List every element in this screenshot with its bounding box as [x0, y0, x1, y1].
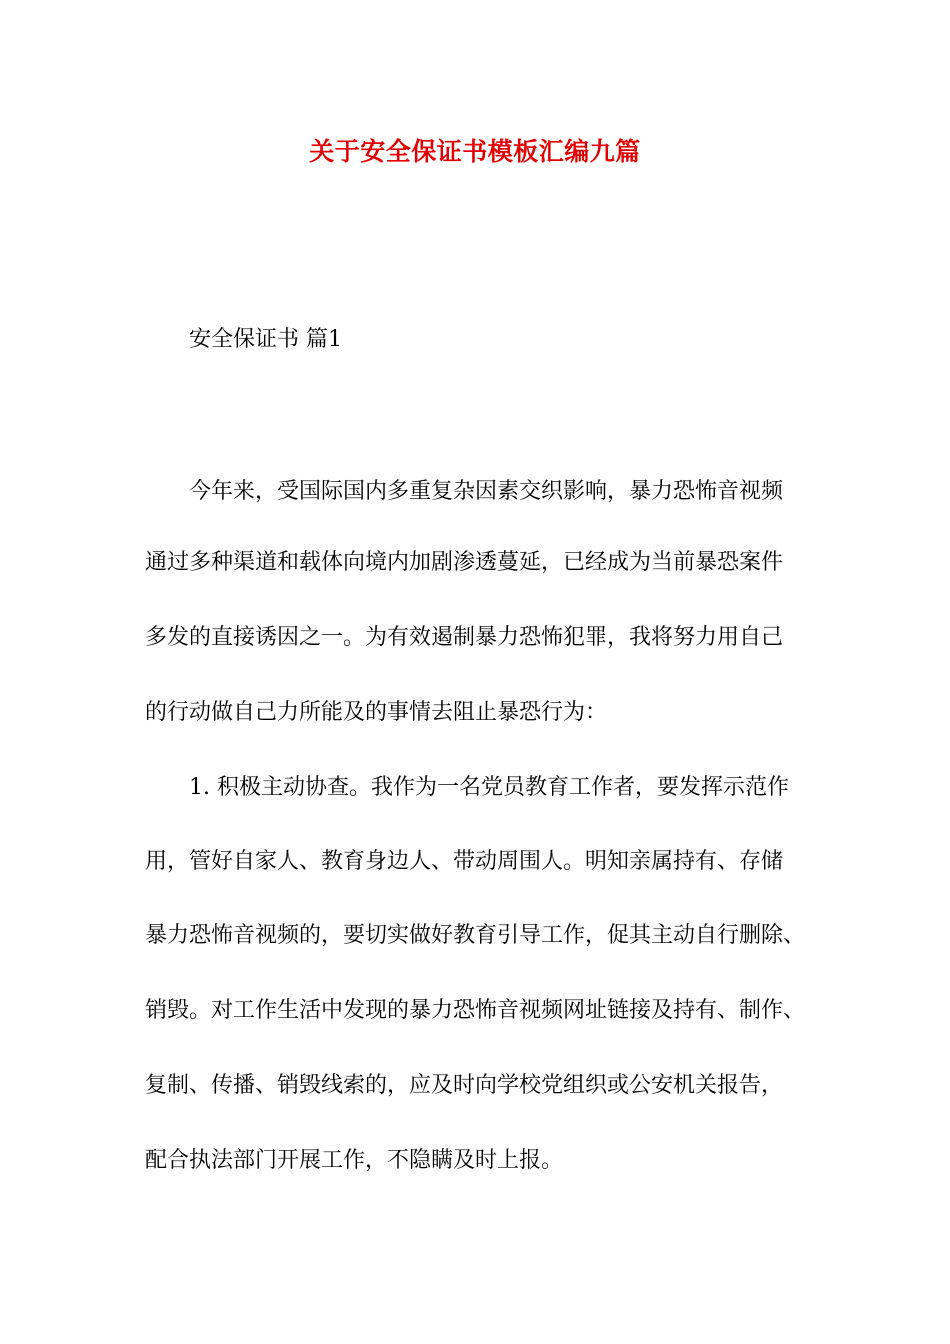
- paragraph-line: 的行动做自己力所能及的事情去阻止暴恐行为：: [145, 700, 608, 725]
- section-heading: 安全保证书 篇1: [189, 327, 342, 352]
- paragraph-line: 暴力恐怖音视频的，要切实做好教育引导工作，促其主动自行删除、: [145, 923, 806, 948]
- paragraph-line: 通过多种渠道和载体向境内加剧渗透蔓延，已经成为当前暴恐案件: [145, 550, 784, 575]
- paragraph-line: 复制、传播、销毁线索的，应及时向学校党组织或公安机关报告，: [145, 1073, 784, 1098]
- paragraph-line: 1. 积极主动协查。我作为一名党员教育工作者，要发挥示范作: [189, 775, 789, 800]
- paragraph-line: 多发的直接诱因之一。为有效遏制暴力恐怖犯罪，我将努力用自己: [145, 625, 784, 650]
- paragraph-line: 销毁。对工作生活中发现的暴力恐怖音视频网址链接及持有、制作、: [145, 998, 806, 1023]
- paragraph-line: 今年来，受国际国内多重复杂因素交织影响，暴力恐怖音视频: [189, 479, 784, 504]
- paragraph-line: 配合执法部门开展工作，不隐瞒及时上报。: [145, 1148, 564, 1173]
- paragraph-line: 用，管好自家人、教育身边人、带动周围人。明知亲属持有、存储: [145, 849, 784, 874]
- document-title: 关于安全保证书模板汇编九篇: [309, 137, 641, 166]
